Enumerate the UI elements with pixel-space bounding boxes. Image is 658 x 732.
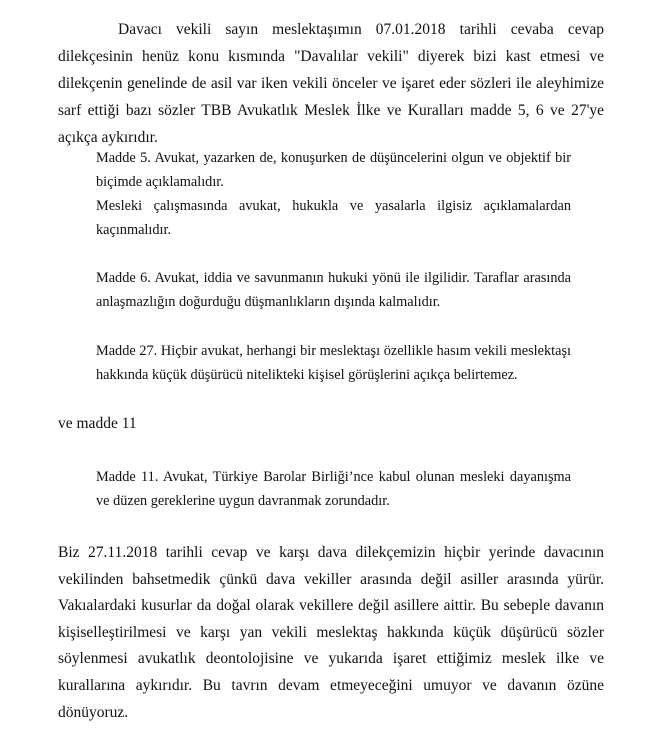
intro-text: Davacı vekili sayın meslektaşımın 07.01.2018 tarihli cevaba cevap dilekçesinin henüz konu kısmında "Davalılar vekili" diyerek bizi kast etmesi ve dilekçenin genelinde de asil var iken vekili önceler ve işaret eder sözleri ile aleyhimize sarf ettiği bazı sözler TBB Avukatlık Meslek İlke ve Kuralları madde 5, 6 ve 27'ye açıkça aykırıdır. — [58, 21, 604, 146]
closing-paragraph: Biz 27.11.2018 tarihli cevap ve karşı dava dilekçemizin hiçbir yerinde davacının vekilinden bahsetmedik çünkü dava vekiller arasında değil asiller arasında yürür. Vakıalardaki kusurlar da doğal olarak vekillere değil asillere aittir. Bu sebeple davanın kişiselleştirilmesi ve karşı yan vekili meslektaş hakkında küçük düşürücü sözler söylenmesi avukatlık deontolojisine ve yukarıda işaret ettiğimiz meslek ilke ve kurallarına aykırıdır. Bu tavrın devam etmeyeceğini umuyor ve davanın özüne dönüyoruz. — [58, 544, 604, 721]
quote-madde-5-part-1: Madde 5. Avukat, yazarken de, konuşurken de düşüncelerini olgun ve objektif bir biçimde açıklamalıdır. — [96, 150, 571, 190]
quote-madde-5-part-2: Mesleki çalışmasında avukat, hukukla ve yasalarla ilgisiz açıklamalardan kaçınmalıdır. — [96, 198, 571, 238]
and-article-11: ve madde 11 — [58, 415, 137, 432]
quote-madde-6: Madde 6. Avukat, iddia ve savunmanın hukuki yönü ile ilgilidir. Taraflar arasında anlaşmazlığın doğurduğu düşmanlıkların dışında kalmalıdır. — [96, 270, 571, 310]
quote-madde-11: Madde 11. Avukat, Türkiye Barolar Birliği’nce kabul olunan mesleki dayanışma ve düzen gereklerine uygun davranmak zorundadır. — [96, 469, 571, 509]
intro-paragraph — [58, 16, 604, 151]
quote-madde-27: Madde 27. Hiçbir avukat, herhangi bir meslektaşı özellikle hasım vekili meslektaşı hakkında küçük düşürücü nitelikteki kişisel görüşlerini açıkça belirtemez. — [96, 343, 571, 383]
